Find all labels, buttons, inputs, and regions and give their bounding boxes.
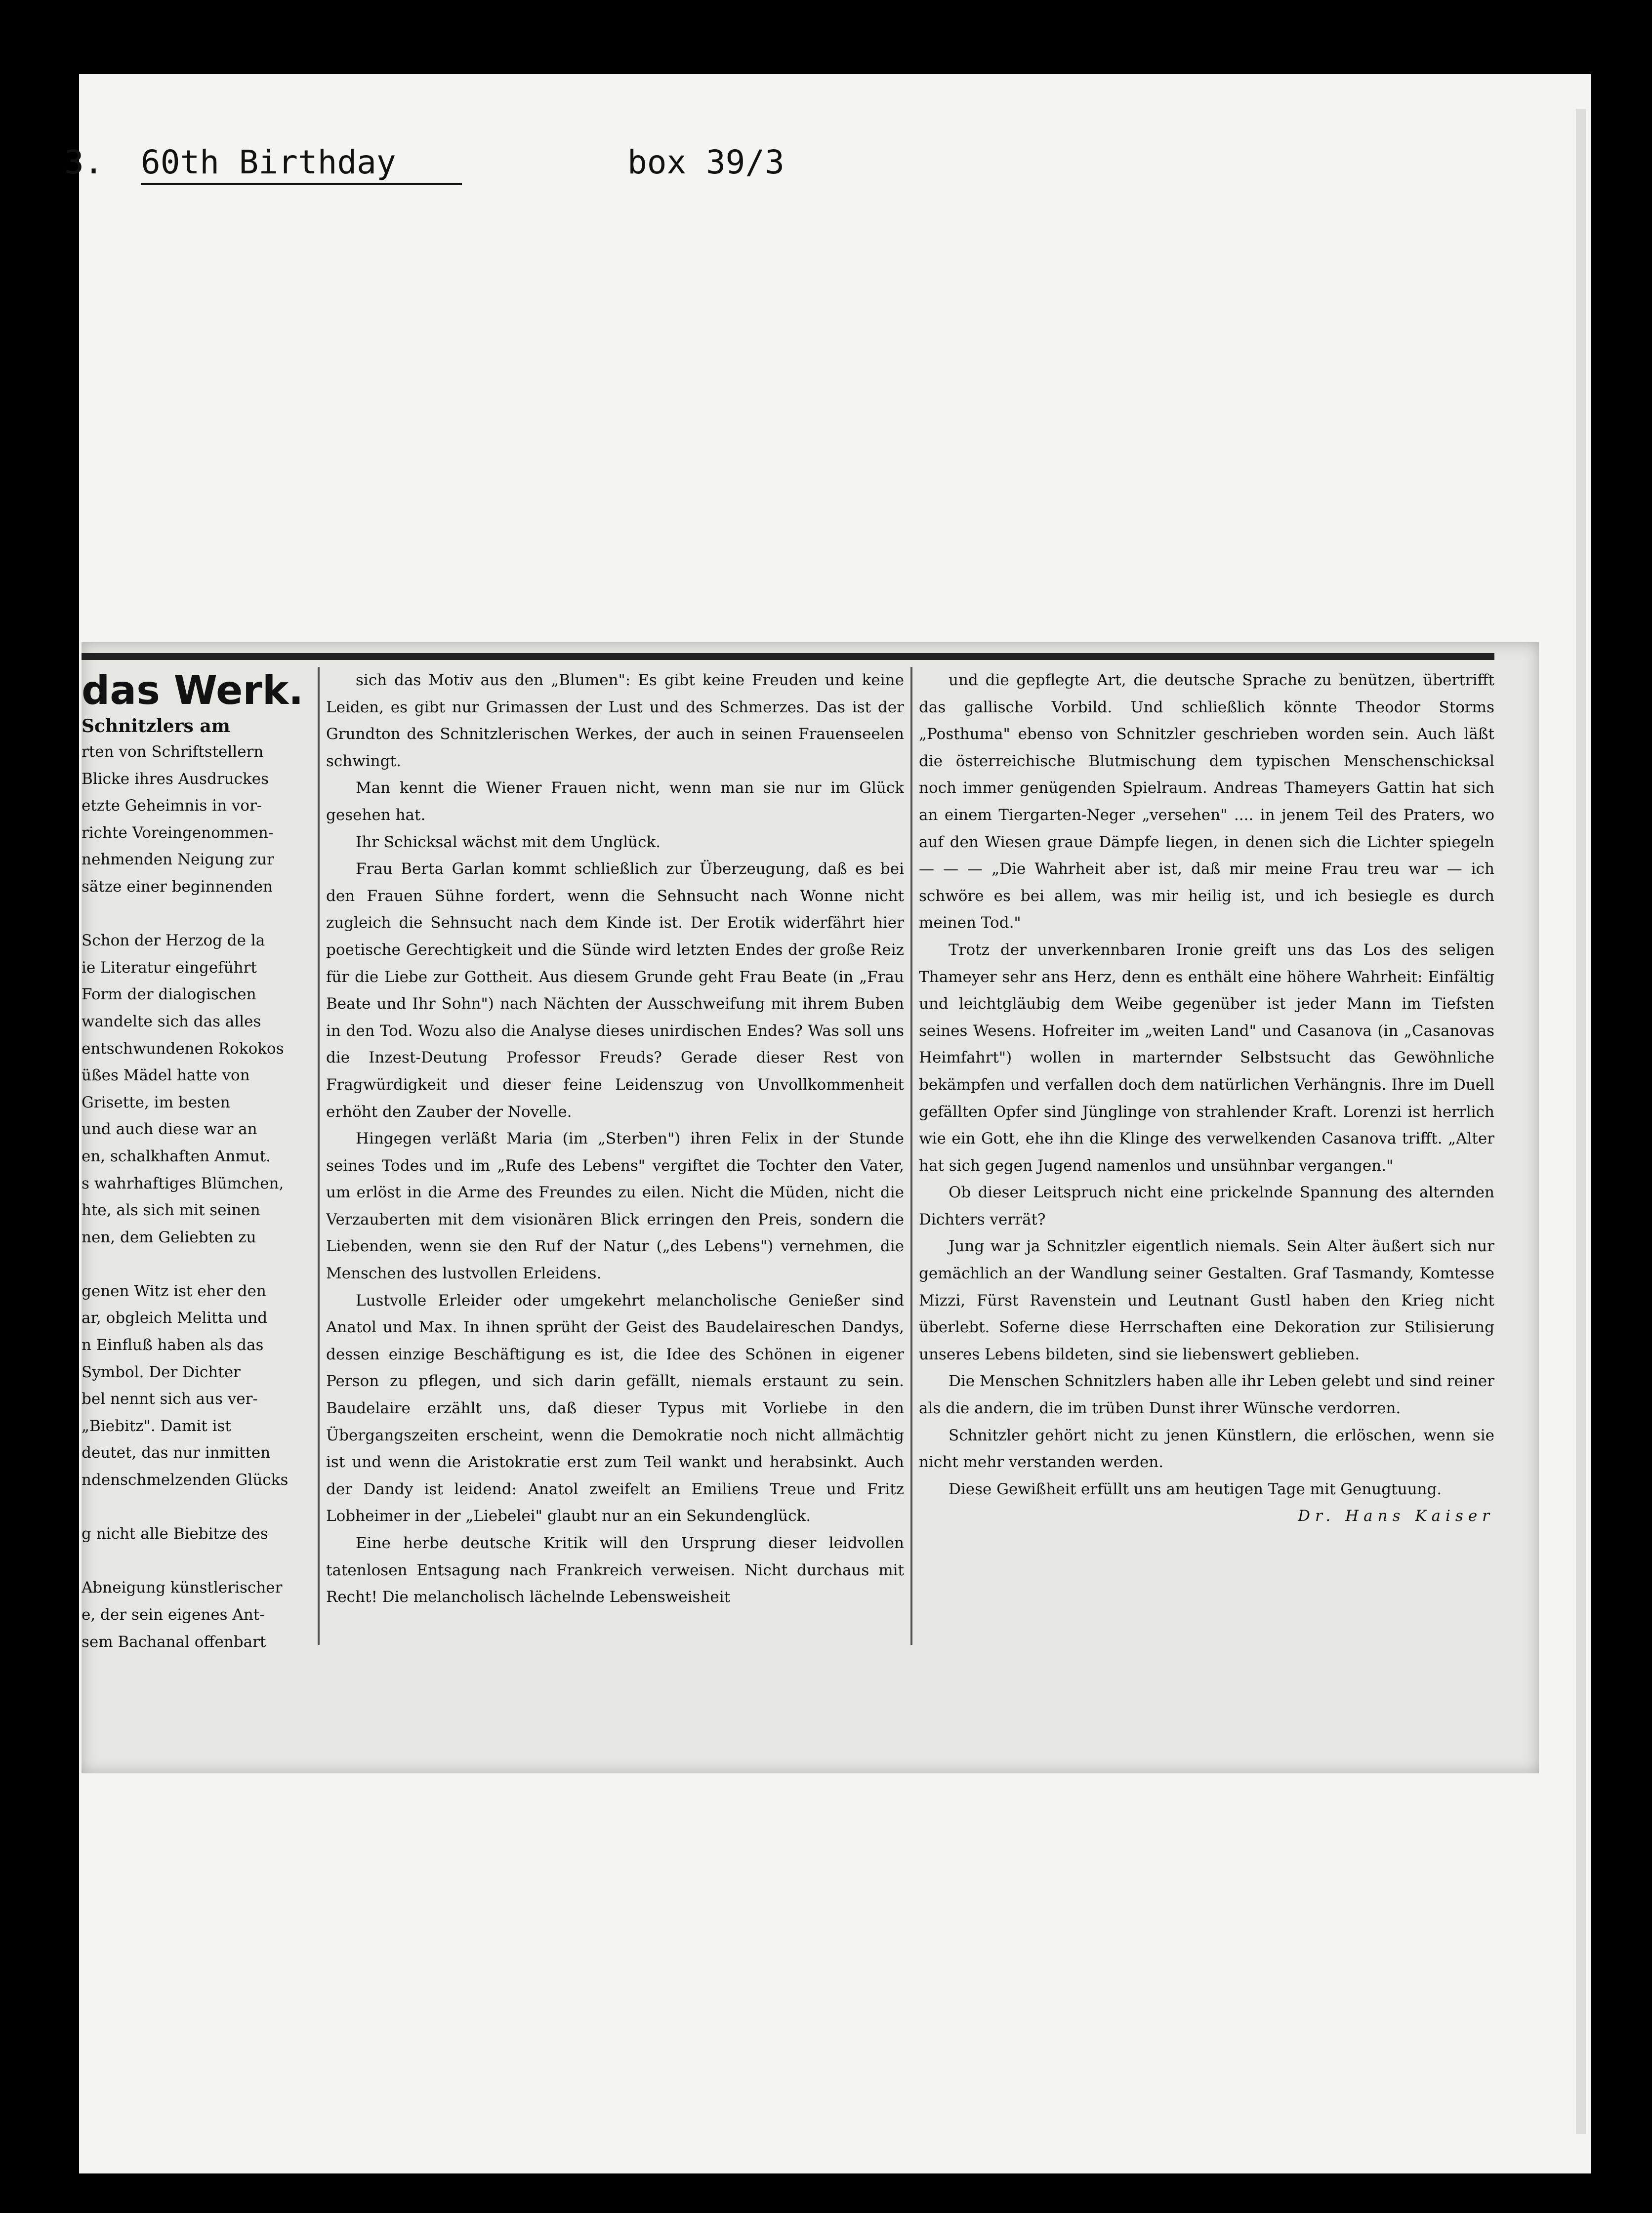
column-divider [318,667,320,1645]
column-1-line: Blicke ihres Ausdruckes [82,770,269,788]
article-paragraph: sich das Motiv aus den „Blumen": Es gibt keine Freuden und keine Leiden, es gibt nur Grimassen der Lust und des Schmerzes. Das ist der Grundton des Schnitzlerischen Werkes, der auch in seinen Frauenseelen schwingt. [326,671,904,770]
column-1-line: rten von Schriftstellern [82,743,264,761]
column-1-line [82,1548,311,1575]
header-title: 60th Birthday [141,143,396,181]
column-1-line [82,1251,311,1278]
article-paragraph: Ob dieser Leitspruch nicht eine prickelnde Spannung des alternden Dichters verrät? [919,1184,1494,1229]
column-1-line: en, schalkhaften Anmut. [82,1147,271,1165]
column-1-line: bel nennt sich aus ver- [82,1390,258,1408]
article-paragraph: Lustvolle Erleider oder umgekehrt melancholische Genießer sind Anatol und Max. In ihnen sprüht der Geist des Baudelaireschen Dandys, dessen einzige Beschäftigung es ist, die Idee des Schönen in eigener Person zu pflegen, und sich darin gefällt, niemals erstaunt zu sein. Baudelaire erzählt uns, daß dieser Typus mit Vorliebe in den Übergangszeiten erscheint, wenn die Demokratie noch nicht allmächtig ist und wenn die Aristokratie erst zum Teil wankt und herabsinkt. Auch der Dandy ist leidend: Anatol zweifelt an Emiliens Treue und Fritz Lobheimer in der „Liebelei" glaubt nur an ein Sekundenglück. [326,1291,904,1525]
folder-header [64,143,785,295]
column-1-line: sem Bachanal offenbart [82,1633,266,1651]
article-paragraph: Frau Berta Garlan kommt schließlich zur Überzeugung, daß es bei den Frauen Sühne fordert, wenn die Sehnsucht nach Wonne nicht zugleich die Sehnsucht nach dem Kinde ist. Der Erotik widerfährt hier poetische Gerechtigkeit und die Sünde wird letzten Endes der große Reiz für die Liebe zur Gottheit. Aus diesem Grunde geht Frau Beate (in „Frau Beate und Ihr Sohn") nach Nächten der Ausschweifung mit ihrem Buben in den Tod. Wozu also die Analyse dieses unirdischen Endes? Was soll uns die Inzest-Deutung Professor Freuds? Gerade dieser Rest von Fragwürdigkeit und dieser feine Leidenszug von Unvollkommenheit erhöht den Zauber der Novelle. [326,860,904,1121]
column-1-lines [82,738,311,1655]
column-1-line: deutet, das nur inmitten [82,1444,271,1462]
column-1-line: Schon der Herzog de la [82,932,265,950]
column-1-line: n Einfluß haben als das [82,1336,264,1354]
clipping-top-rule [82,653,1494,660]
column-3 [919,667,1494,1530]
column-1-line: wandelte sich das alles [82,1012,261,1030]
column-1-line: Form der dialogischen [82,985,256,1004]
article-paragraph: Diese Gewißheit erfüllt uns am heutigen Tage mit Genugtuung. [949,1480,1442,1498]
column-1-line: sätze einer beginnenden [82,877,273,896]
column-1-line: nen, dem Geliebten zu [82,1228,256,1246]
column-1-line: hte, als sich mit seinen [82,1201,260,1220]
column-1 [82,667,311,1655]
column-1-line: s wahrhaftiges Blümchen, [82,1174,284,1192]
column-2 [326,667,904,1611]
column-1-line: ie Literatur eingeführt [82,958,257,977]
column-1-line: „Biebitz". Damit ist [82,1417,231,1435]
sheet-edge [1576,109,1586,2134]
column-1-line: nehmenden Neigung zur [82,851,274,869]
column-1-line: Symbol. Der Dichter [82,1363,241,1381]
article-signature: Dr. Hans Kaiser [1298,1507,1494,1525]
article-paragraph: Jung war ja Schnitzler eigentlich niemals. Sein Alter äußert sich nur gemächlich an der Wandlung seiner Gestalten. Graf Tasmandy, Komtesse Mizzi, Fürst Ravenstein und Leutnant Gustl haben den Krieg nicht überlebt. Soferne diese Herrschaften eine Dekoration zur Stilisierung unseres Lebens bildeten, sind sie liebenswert geblieben. [919,1237,1494,1363]
column-2-paragraphs [326,667,904,1611]
title-underline [141,183,462,185]
newspaper-clipping [82,642,1539,1773]
column-1-line: und auch diese war an [82,1120,257,1139]
article-paragraph: und die gepflegte Art, die deutsche Sprache zu benützen, übertrifft das gallische Vorbild. Und schließlich könnte Theodor Storms „Posthuma" ebenso von Schnitzler geschrieben worden sein. Auch läßt die österreichische Blutmischung dem typischen Menschenschicksal noch immer genügenden Spielraum. Andreas Thameyers Gattin hat sich an einem Tiergarten-Neger „versehen" .... in jenem Teil des Praters, wo auf den Wiesen graue Dämpfe liegen, in denen sich die Lichter spiegeln — — — „Die Wahrheit aber ist, daß mir meine Frau treu war — ich schwöre es bei allem, was mir heilig ist, und ich besiegle es durch meinen Tod." [919,671,1494,932]
article-headline: das Werk. [82,667,304,713]
column-divider [910,667,912,1645]
column-1-line: üßes Mädel hatte von [82,1066,250,1085]
article-paragraph: Ihr Schicksal wächst mit dem Unglück. [356,833,661,851]
header-prefix: 3. [64,143,104,181]
header-box-label: box 39/3 [627,143,785,181]
article-paragraph: Man kennt die Wiener Frauen nicht, wenn man sie nur im Glück gesehen hat. [326,779,904,824]
column-1-line: g nicht alle Biebitze des [82,1525,268,1543]
column-1-line: etzte Geheimnis in vor- [82,797,262,815]
column-1-line [82,1494,311,1521]
column-1-line: entschwundenen Rokokos [82,1039,284,1058]
column-1-line: ar, obgleich Melitta und [82,1309,268,1327]
article-subhead: Schnitzlers am [82,716,230,737]
column-1-line: ndenschmelzenden Glücks [82,1471,289,1489]
article-paragraph: Trotz der unverkennbaren Ironie greift uns das Los des seligen Thameyer sehr ans Herz, denn es enthält eine höhere Wahrheit: Einfältig und leichtgläubig dem Weibe gegenüber ist jeder Mann im Tiefsten seines Wesens. Hofreiter im „weiten Land" und Casanova (in „Casanovas Heimfahrt") wollen in marternder Selbstsucht das Gewöhnliche bekämpfen und verfallen doch dem natürlichen Verhängnis. Ihre im Duell gefällten Opfer sind Jünglinge von strahlender Kraft. Lorenzi ist herrlich wie ein Gott, ehe ihn die Klinge des verwelkenden Casanova trifft. „Alter hat sich gegen Jugend namenlos und unsühnbar vergangen." [919,941,1494,1175]
column-1-line: Abneigung künstlerischer [82,1579,283,1597]
column-1-line [82,901,311,928]
column-1-line: genen Witz ist eher den [82,1282,266,1300]
article-paragraph: Eine herbe deutsche Kritik will den Ursprung dieser leidvollen tatenlosen Entsagung nach Frankreich verweisen. Nicht durchaus mit Recht! Die melancholisch lächelnde Lebensweisheit [326,1534,904,1606]
column-1-line: e, der sein eigenes Ant- [82,1606,265,1624]
article-paragraph: Die Menschen Schnitzlers haben alle ihr Leben gelebt und sind reiner als die andern, die im trüben Dunst ihrer Wünsche verdorren. [919,1372,1494,1418]
column-3-paragraphs [919,667,1494,1503]
column-1-line: richte Voreingenommen- [82,823,274,842]
article-paragraph: Hingegen verläßt Maria (im „Sterben") ihren Felix in der Stunde seines Todes und im „Rufe des Lebens" vergiftet die Tochter den Vater, um erlöst in die Arme des Freundes zu eilen. Nicht die Müden, nicht die Verzauberten mit dem visionären Blick erringen den Preis, sondern die Liebenden, wenn sie den Ruf der Natur („des Lebens") vernehmen, die Menschen des lustvollen Erleidens. [326,1130,904,1283]
article-paragraph: Schnitzler gehört nicht zu jenen Künstlern, die erlöschen, wenn sie nicht mehr verstanden werden. [919,1426,1494,1472]
column-1-line: Grisette, im besten [82,1093,230,1111]
